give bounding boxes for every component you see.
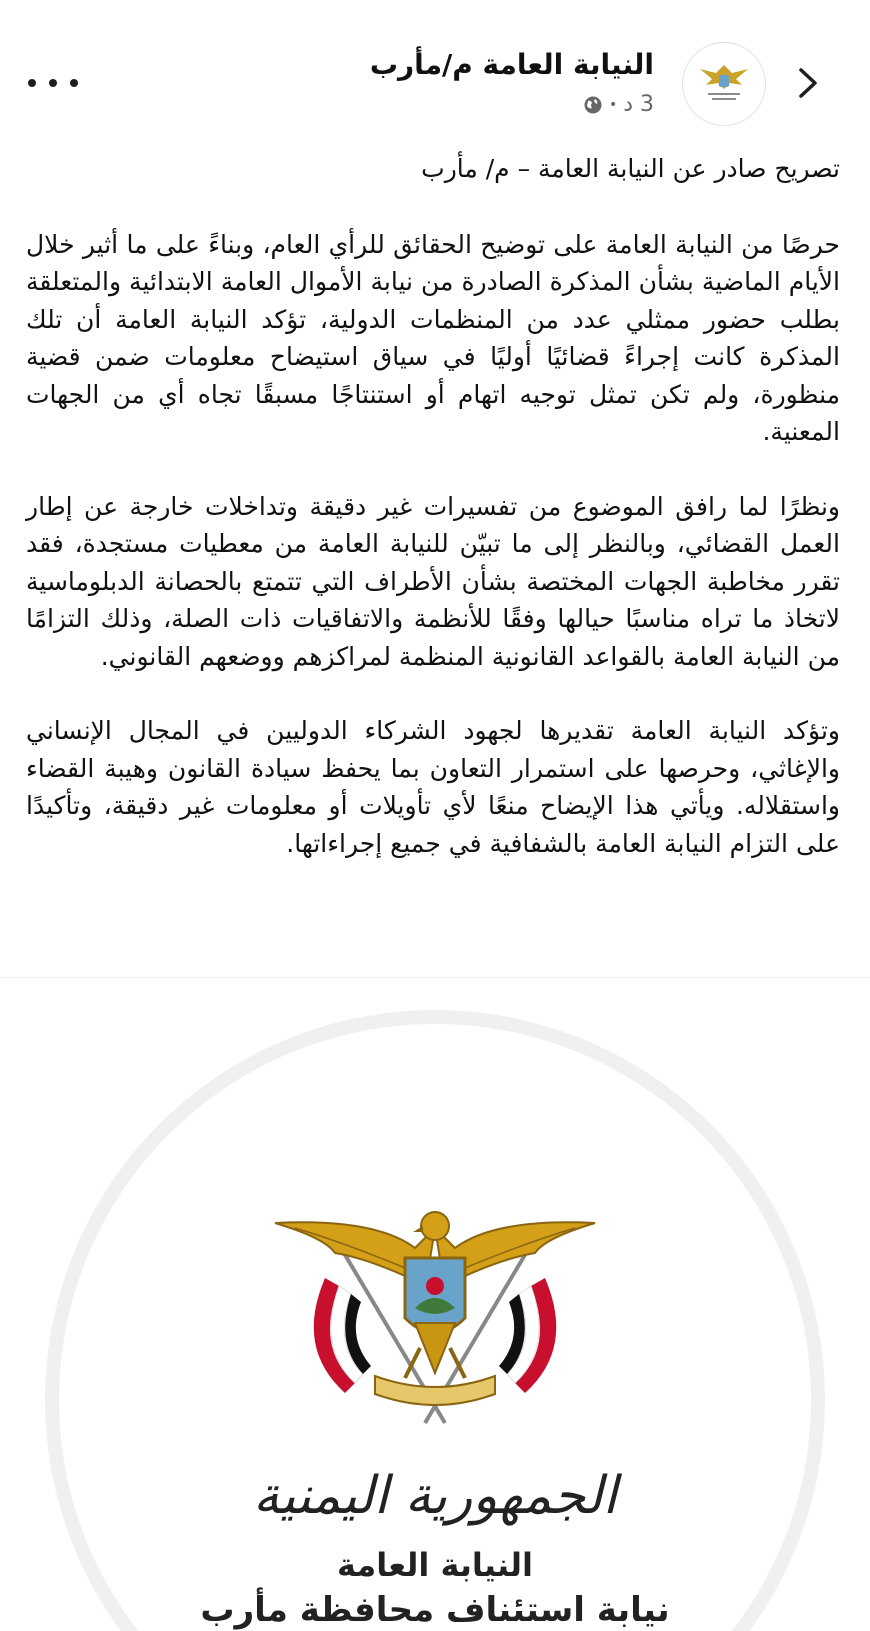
post-paragraph-1: حرصًا من النيابة العامة على توضيح الحقائق للرأي العام، وبناءً على ما أثير خلال الأيام الماضية بشأن المذكرة الصادرة من نيابة الأموال العامة الابتدائية والمتعلقة بطلب حضور ممثلي عدد من المنظمات الدولية، تؤكد النيابة العامة أن تلك المذكرة كانت إجراءً قضائيًا أوليًا في سياق استيضاح معلومات ضمن قضية منظورة، ولم تكن تمثل توجيه اتهام أو استنتاجًا مسبقًا تجاه أي من الجهات المعنية. bbox=[26, 229, 840, 446]
post-time[interactable]: 3 د bbox=[623, 92, 654, 117]
page-avatar[interactable] bbox=[682, 42, 766, 126]
more-dot bbox=[28, 79, 36, 87]
back-button[interactable] bbox=[788, 63, 828, 103]
emblem-avatar-icon bbox=[694, 59, 754, 109]
globe-icon bbox=[583, 95, 603, 115]
post-title: تصريح صادر عن النيابة العامة – م/ مأرب bbox=[421, 154, 840, 183]
post-image[interactable] bbox=[0, 977, 870, 1631]
office-line-1: النيابة العامة bbox=[337, 1546, 533, 1584]
yemen-eagle-emblem-icon bbox=[255, 1198, 615, 1438]
post-paragraph-2: ونظرًا لما رافق الموضوع من تفسيرات غير دقيقة وتداخلات خارجة عن إطار العمل القضائي، وبالنظر إلى ما تبيّن للنيابة العامة من معطيات مستجدة، فقد تقرر مخاطبة الجهات المختصة بشأن الأطراف التي تتمتع بالحصانة الدبلوماسية لاتخاذ ما تراه مناسبًا حيالها وفقًا للأنظمة والاتفاقيات ذات الصلة، وذلك التزامًا من النيابة العامة بالقواعد القانونية المنظمة لمراكزهم ووضعهم القانوني. bbox=[26, 491, 840, 671]
post-header bbox=[0, 28, 870, 138]
more-options-button[interactable] bbox=[28, 68, 78, 98]
more-dot bbox=[70, 79, 78, 87]
office-line-2: نيابة استئناف محافظة مأرب bbox=[200, 1590, 670, 1630]
post-paragraph-3: وتؤكد النيابة العامة تقديرها لجهود الشركاء الدوليين في المجال الإنساني والإغاثي، وحرصها على استمرار التعاون بما يحفظ سيادة القانون وهيبة القضاء واستقلاله. ويأتي هذا الإيضاح منعًا لأي تأويلات أو معلومات غير دقيقة، وتأكيدًا على التزام النيابة العامة بالشفافية في جميع إجراءاتها. bbox=[26, 716, 840, 858]
post-text bbox=[26, 150, 840, 899]
separator-dot: • bbox=[608, 96, 618, 113]
more-dot bbox=[49, 79, 57, 87]
republic-title: الجمهورية اليمنية bbox=[252, 1466, 618, 1526]
chevron-right-icon bbox=[795, 66, 821, 100]
post-meta bbox=[583, 92, 654, 117]
page-name[interactable]: النيابة العامة م/مأرب bbox=[369, 48, 654, 81]
